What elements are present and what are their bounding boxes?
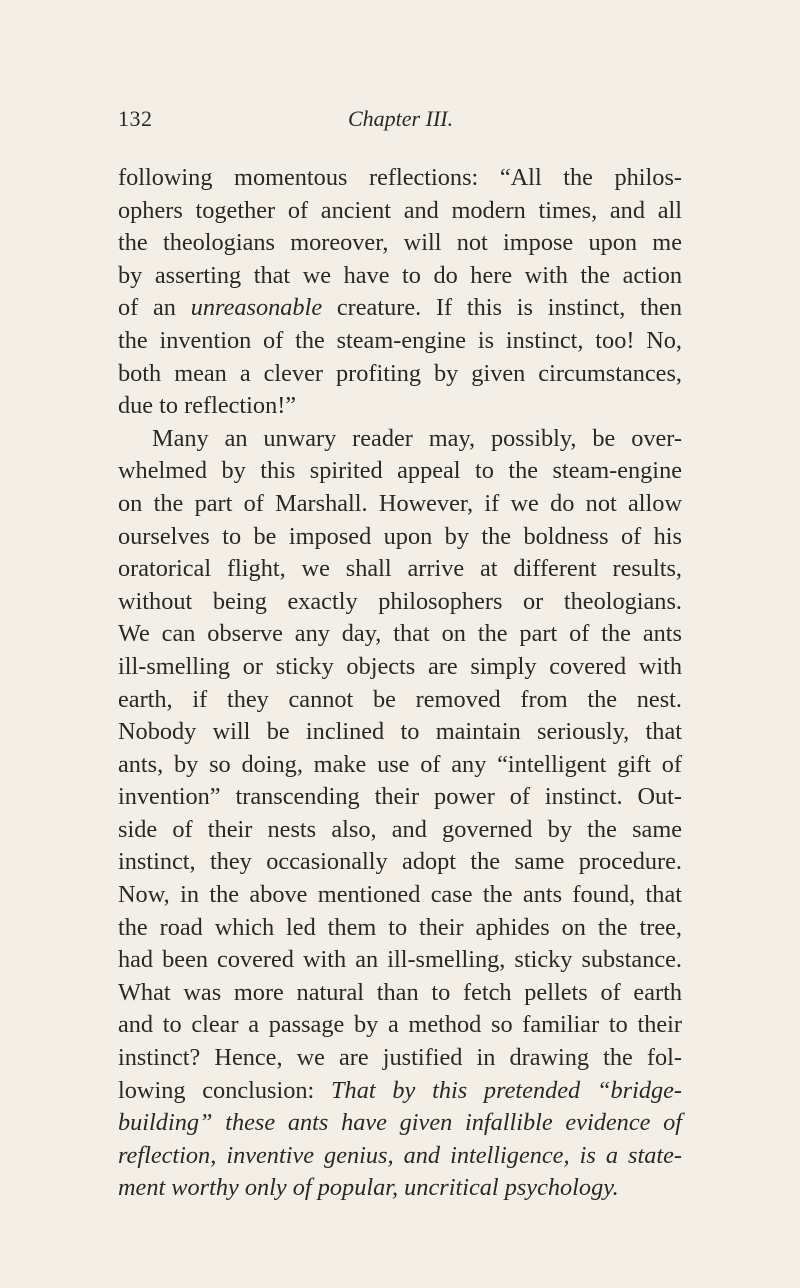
italic-segment: building” these ants have given infallible evidence of bbox=[118, 1109, 682, 1137]
text-line: by asserting that we have to do here with the action bbox=[118, 261, 682, 289]
text-line bbox=[118, 1107, 682, 1140]
text-line: both mean a clever profiting by given circumstances, bbox=[118, 359, 682, 387]
text-line: What was more natural than to fetch pellets of earth bbox=[118, 978, 682, 1006]
italic-segment: That by this pretended “bridge- bbox=[331, 1076, 682, 1104]
text-line: due to reflection!” bbox=[118, 392, 297, 420]
body-text bbox=[118, 162, 682, 1205]
text-line: ill-smelling or sticky objects are simply covered with bbox=[118, 652, 682, 680]
text-line: ants, by so doing, make use of any “intelligent gift of bbox=[118, 750, 682, 778]
text-line: Now, in the above mentioned case the ants found, that bbox=[118, 881, 682, 909]
text-line: without being exactly philosophers or theologians. bbox=[118, 587, 682, 615]
running-head bbox=[118, 106, 678, 136]
text-line: instinct? Hence, we are justified in drawing the fol- bbox=[118, 1044, 682, 1072]
text-line bbox=[118, 1140, 682, 1173]
text-line: invention” transcending their power of instinct. Out- bbox=[118, 783, 682, 811]
text-line: Many an unwary reader may, possibly, be over- bbox=[152, 424, 682, 452]
text-line: earth, if they cannot be removed from the nest. bbox=[118, 685, 682, 713]
text-line: following momentous reflections: “All the philos- bbox=[118, 164, 682, 191]
text-segment: lowing conclusion: bbox=[118, 1076, 332, 1104]
text-line: the road which led them to their aphides on the tree, bbox=[118, 913, 682, 941]
text-segment: creature. If this is instinct, then bbox=[322, 294, 682, 322]
text-line: ourselves to be imposed upon by the boldness of his bbox=[118, 522, 682, 550]
text-line: the invention of the steam-engine is instinct, too! No, bbox=[118, 326, 682, 354]
text-line bbox=[118, 1172, 682, 1205]
text-line: had been covered with an ill-smelling, sticky substance. bbox=[118, 946, 682, 974]
text-line: whelmed by this spirited appeal to the steam-engine bbox=[118, 457, 682, 485]
text-segment: of an bbox=[118, 294, 191, 322]
text-line: side of their nests also, and governed by the same bbox=[118, 815, 682, 843]
text-line: Nobody will be inclined to maintain seriously, that bbox=[118, 718, 682, 746]
text-line: on the part of Marshall. However, if we do not allow bbox=[118, 489, 682, 517]
text-line: instinct, they occasionally adopt the same procedure. bbox=[118, 848, 682, 876]
text-line bbox=[118, 1075, 682, 1108]
italic-segment: unreasonable bbox=[190, 294, 323, 322]
page-number: 132 bbox=[118, 106, 153, 131]
text-line: the theologians moreover, will not impose upon me bbox=[118, 229, 682, 257]
text-line: ophers together of ancient and modern times, and all bbox=[118, 196, 682, 224]
text-line: and to clear a passage by a method so familiar to their bbox=[118, 1011, 682, 1039]
chapter-title: Chapter III. bbox=[348, 106, 454, 131]
text-line: oratorical flight, we shall arrive at different results, bbox=[118, 555, 682, 583]
text-line: We can observe any day, that on the part of the ants bbox=[118, 620, 682, 648]
italic-segment: reflection, inventive genius, and intelligence, is a state- bbox=[118, 1141, 682, 1169]
text-line bbox=[118, 292, 682, 325]
italic-segment: ment worthy only of popular, uncritical psychology. bbox=[118, 1174, 619, 1202]
